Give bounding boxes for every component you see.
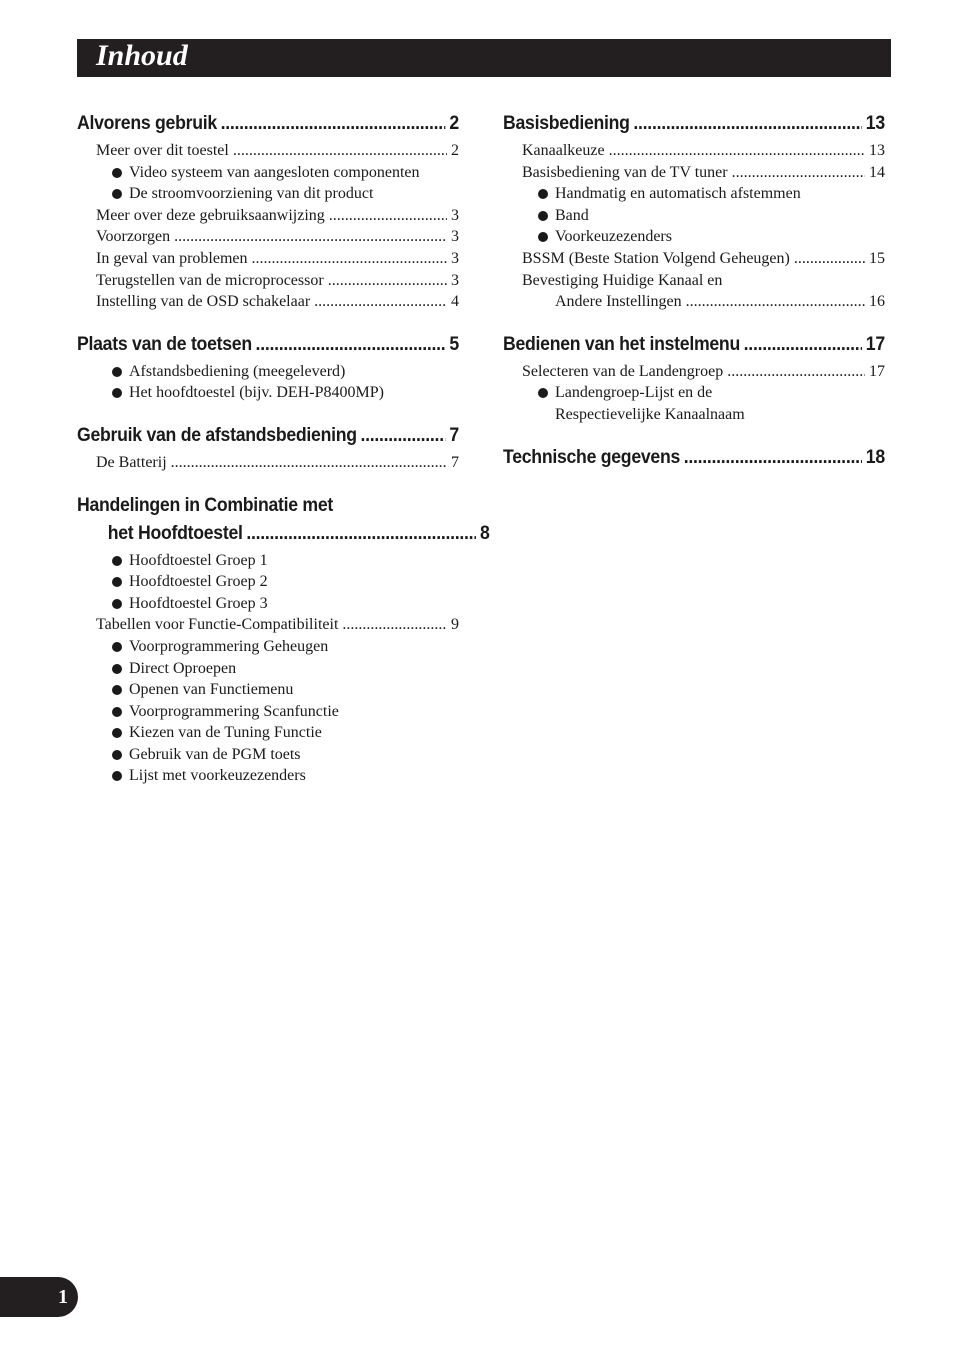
toc-left-column: [77, 108, 490, 803]
toc-section-basisbediening: [503, 108, 885, 313]
bullet-icon: [112, 388, 122, 398]
toc-item[interactable]: Meer over deze gebruiksaanwijzing ..... 3: [77, 205, 459, 227]
toc-bullet[interactable]: Hoofdtoestel Groep 1: [77, 550, 459, 572]
toc-item[interactable]: Meer over dit toestel ..... 2: [77, 140, 459, 162]
toc-item[interactable]: BSSM (Beste Station Volgend Geheugen) ..... 15: [503, 248, 885, 270]
toc-item[interactable]: Instelling van de OSD schakelaar ..... 4: [77, 291, 459, 313]
bullet-icon: [538, 388, 548, 398]
bullet-icon: [112, 556, 122, 566]
bullet-icon: [112, 707, 122, 717]
toc-bullet[interactable]: De stroomvoorziening van dit product: [77, 183, 459, 205]
bullet-icon: [112, 664, 122, 674]
bullet-icon: [538, 189, 548, 199]
toc-section-title[interactable]: Gebruik van de afstandsbediening ..... 7: [77, 420, 459, 452]
page-number: 1: [58, 1286, 68, 1308]
bullet-icon: [112, 728, 122, 738]
page-title: Inhoud: [96, 39, 188, 72]
toc-bullet[interactable]: Voorprogrammering Geheugen: [77, 636, 459, 658]
toc-item[interactable]: De Batterij ..... 7: [77, 452, 459, 474]
bullet-icon: [112, 750, 122, 760]
toc-bullet[interactable]: Openen van Functiemenu: [77, 679, 459, 701]
toc-bullet[interactable]: Video systeem van aangesloten componenten: [77, 162, 459, 184]
page-number-badge: [0, 1277, 78, 1317]
toc-bullet[interactable]: Band: [503, 205, 885, 227]
toc-section-title[interactable]: Alvorens gebruik ..... 2: [77, 108, 459, 140]
toc-section-title[interactable]: Plaats van de toetsen ..... 5: [77, 329, 459, 361]
toc-bullet[interactable]: Kiezen van de Tuning Functie: [77, 722, 459, 744]
toc-bullet[interactable]: Afstandsbediening (meegeleverd): [77, 361, 459, 383]
toc-section-title-cont[interactable]: het Hoofdtoestel ..... 8: [77, 518, 490, 550]
bullet-icon: [112, 189, 122, 199]
toc-item[interactable]: In geval van problemen ..... 3: [77, 248, 459, 270]
toc-section-technische-gegevens: [503, 442, 885, 474]
toc-bullet[interactable]: Hoofdtoestel Groep 3: [77, 593, 459, 615]
toc-section-title[interactable]: Technische gegevens ..... 18: [503, 442, 885, 474]
bullet-icon: [112, 685, 122, 695]
bullet-icon: [112, 367, 122, 377]
toc-bullet[interactable]: Voorprogrammering Scanfunctie: [77, 701, 459, 723]
toc-bullet[interactable]: Direct Oproepen: [77, 658, 459, 680]
toc-bullet[interactable]: Gebruik van de PGM toets: [77, 744, 459, 766]
toc-item[interactable]: Basisbediening van de TV tuner ..... 14: [503, 162, 885, 184]
toc-bullet[interactable]: Hoofdtoestel Groep 2: [77, 571, 459, 593]
toc-item[interactable]: Tabellen voor Functie-Compatibiliteit ..... 9: [77, 614, 459, 636]
toc-right-column: [503, 108, 885, 490]
bullet-icon: [112, 771, 122, 781]
bullet-icon: [538, 232, 548, 242]
bullet-icon: [112, 642, 122, 652]
toc-item[interactable]: Terugstellen van de microprocessor ..... 3: [77, 270, 459, 292]
toc-section-title[interactable]: Handelingen in Combinatie met: [77, 494, 334, 516]
toc-section-alvorens-gebruik: [77, 108, 459, 313]
bullet-icon: [112, 599, 122, 609]
title-bar: [77, 39, 891, 77]
toc-item-line1[interactable]: Bevestiging Huidige Kanaal en: [522, 271, 723, 289]
toc-section-plaats-van-de-toetsen: [77, 329, 459, 404]
toc-bullet-cont[interactable]: Respectievelijke Kanaalnaam: [555, 405, 745, 423]
toc-item[interactable]: Kanaalkeuze ..... 13: [503, 140, 885, 162]
bullet-icon: [538, 211, 548, 221]
toc-section-title[interactable]: Basisbediening ..... 13: [503, 108, 885, 140]
toc-section-afstandsbediening: [77, 420, 459, 474]
toc-bullet[interactable]: Het hoofdtoestel (bijv. DEH-P8400MP): [77, 382, 459, 404]
toc-bullet[interactable]: Lijst met voorkeuzezenders: [77, 765, 459, 787]
toc-section-instelmenu: [503, 329, 885, 426]
toc-item[interactable]: Selecteren van de Landengroep ..... 17: [503, 361, 885, 383]
toc-bullet[interactable]: Voorkeuzezenders: [503, 226, 885, 248]
toc-item[interactable]: Voorzorgen ..... 3: [77, 226, 459, 248]
toc-bullet[interactable]: Handmatig en automatisch afstemmen: [503, 183, 885, 205]
bullet-icon: [112, 577, 122, 587]
toc-item[interactable]: Andere Instellingen ..... 16: [503, 291, 885, 313]
bullet-icon: [112, 168, 122, 178]
toc-section-handelingen: [77, 490, 490, 788]
toc-section-title[interactable]: Bedienen van het instelmenu ..... 17: [503, 329, 885, 361]
toc-bullet[interactable]: Landengroep-Lijst en de: [503, 382, 885, 404]
